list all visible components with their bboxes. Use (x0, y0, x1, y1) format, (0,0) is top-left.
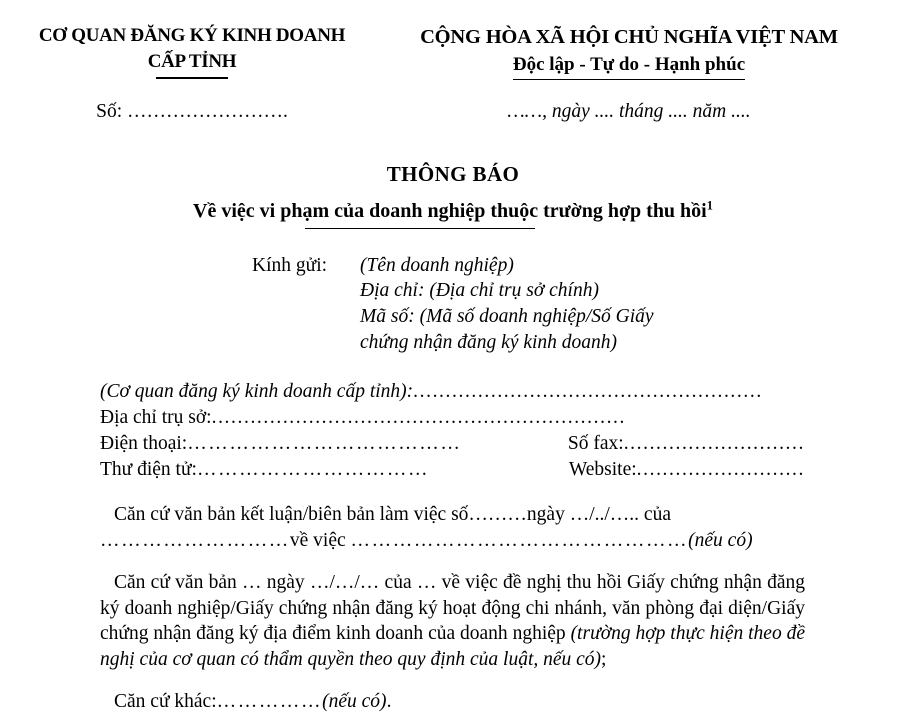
agency-fax-label: Số fax: (567, 432, 624, 454)
document-number: Số: ……………………. (96, 101, 288, 123)
agency-fax-dots: ............................ (623, 432, 805, 454)
basis-paragraph-1-line-1: Căn cứ văn bản kết luận/biên bản làm việc số………ngày …/../….. của (114, 504, 671, 526)
document-subtitle (193, 198, 713, 224)
recipient-code-value: (Mã số doanh nghiệp/Số Giấy (419, 305, 654, 327)
recipient-name-row (252, 253, 906, 279)
basis-1-dots-b: ………………………………………… (350, 530, 689, 552)
recipient-code-label: Mã số: (360, 305, 415, 327)
agency-name-label: (Cơ quan đăng ký kinh doanh cấp tỉnh): (100, 381, 414, 403)
recipient-name: (Tên doanh nghiệp) (360, 254, 514, 276)
recipient-address-value: (Địa chỉ trụ sở chính) (429, 280, 599, 302)
basis-paragraph-2-text: Căn cứ văn bản … ngày …/…/… của … về việc đề nghị thu hồi Giấy chứng nhận đăng ký doanh nghiệp/Giấy chứng nhận đăng ký hoạt động chi nhánh, văn phòng đại diện/Giấy chứng nhận đăng ký địa điểm kinh doanh của doanh nghiệp (100, 571, 805, 645)
agency-email-label: Thư điện tử: (100, 458, 197, 480)
agency-name-line (100, 379, 805, 405)
issuing-authority-line-1: CƠ QUAN ĐĂNG KÝ KINH DOANH (38, 25, 346, 46)
basis-1-optional-note: (nếu có) (688, 530, 753, 552)
national-motto: Độc lập - Tự do - Hạnh phúc (513, 53, 745, 81)
agency-address-label: Địa chỉ trụ sở: (100, 407, 212, 429)
recipient-address-row (252, 278, 906, 304)
title-block (0, 161, 906, 224)
national-title: CỘNG HÒA XÃ HỘI CHỦ NGHĨA VIỆT NAM (420, 26, 838, 48)
agency-name-dots: ...................................................... (413, 381, 763, 403)
authority-underline-rule (156, 77, 228, 79)
agency-address-line (100, 405, 805, 431)
other-basis-tail: . (386, 690, 392, 712)
agency-email-dots: …………………………… (196, 458, 430, 480)
other-basis-optional-note: (nếu có) (322, 690, 387, 712)
national-motto-wrap (394, 51, 864, 81)
agency-phone-label: Điện thoại: (100, 432, 188, 454)
national-heading-block (394, 24, 864, 80)
letterhead (0, 0, 906, 80)
agency-phone-dots: ………………………………… (187, 432, 462, 454)
issuing-authority-block (12, 24, 372, 79)
recipient-block (0, 253, 906, 356)
agency-website-dots: .......................... (636, 458, 805, 480)
recipient-address-label: Địa chỉ: (360, 280, 425, 302)
document-subtitle-text: Về việc vi phạm của doanh nghiệp thuộc trường hợp thu hồi (193, 199, 707, 222)
recipient-label: Kính gửi: (252, 254, 328, 276)
recipient-code-row-continued (252, 330, 906, 356)
basis-paragraph-2-tail: ; (601, 649, 607, 671)
other-basis-label: Căn cứ khác: (114, 690, 217, 712)
agency-phone-line (100, 431, 805, 457)
basis-paragraph-3 (100, 689, 805, 715)
basis-paragraph-2 (100, 570, 805, 673)
basis-paragraph-1-continued (100, 528, 805, 554)
footnote-marker: 1 (706, 198, 713, 213)
document-title: THÔNG BÁO (386, 162, 520, 187)
agency-address-dots: ................................................................ (211, 407, 626, 429)
basis-1-dots-a: ……………………… (100, 530, 290, 552)
other-basis-dots: …………… (216, 690, 323, 712)
agency-info-block (0, 379, 906, 482)
agency-email-line (100, 457, 805, 483)
issuing-authority-line-2: CẤP TỈNH (147, 50, 237, 72)
recipient-code-value-continued: chứng nhận đăng ký kinh doanh) (360, 331, 618, 353)
document-date: ……, ngày .... tháng .... năm .... (507, 101, 751, 123)
agency-website-label: Website: (568, 458, 637, 480)
subtitle-underline-rule (305, 228, 535, 230)
basis-paragraph-2-italic-note: (trường hợp thực hiện theo đề nghị của cơ quan có thẩm quyền theo quy định của luật, nếu có) (100, 623, 805, 671)
body-block (0, 502, 906, 714)
document-meta-row (0, 99, 906, 125)
basis-1-about-label: về việc (289, 530, 351, 552)
issuing-authority-line-2-wrap (12, 49, 372, 75)
basis-paragraph-1 (100, 502, 805, 528)
recipient-code-row (252, 304, 906, 330)
